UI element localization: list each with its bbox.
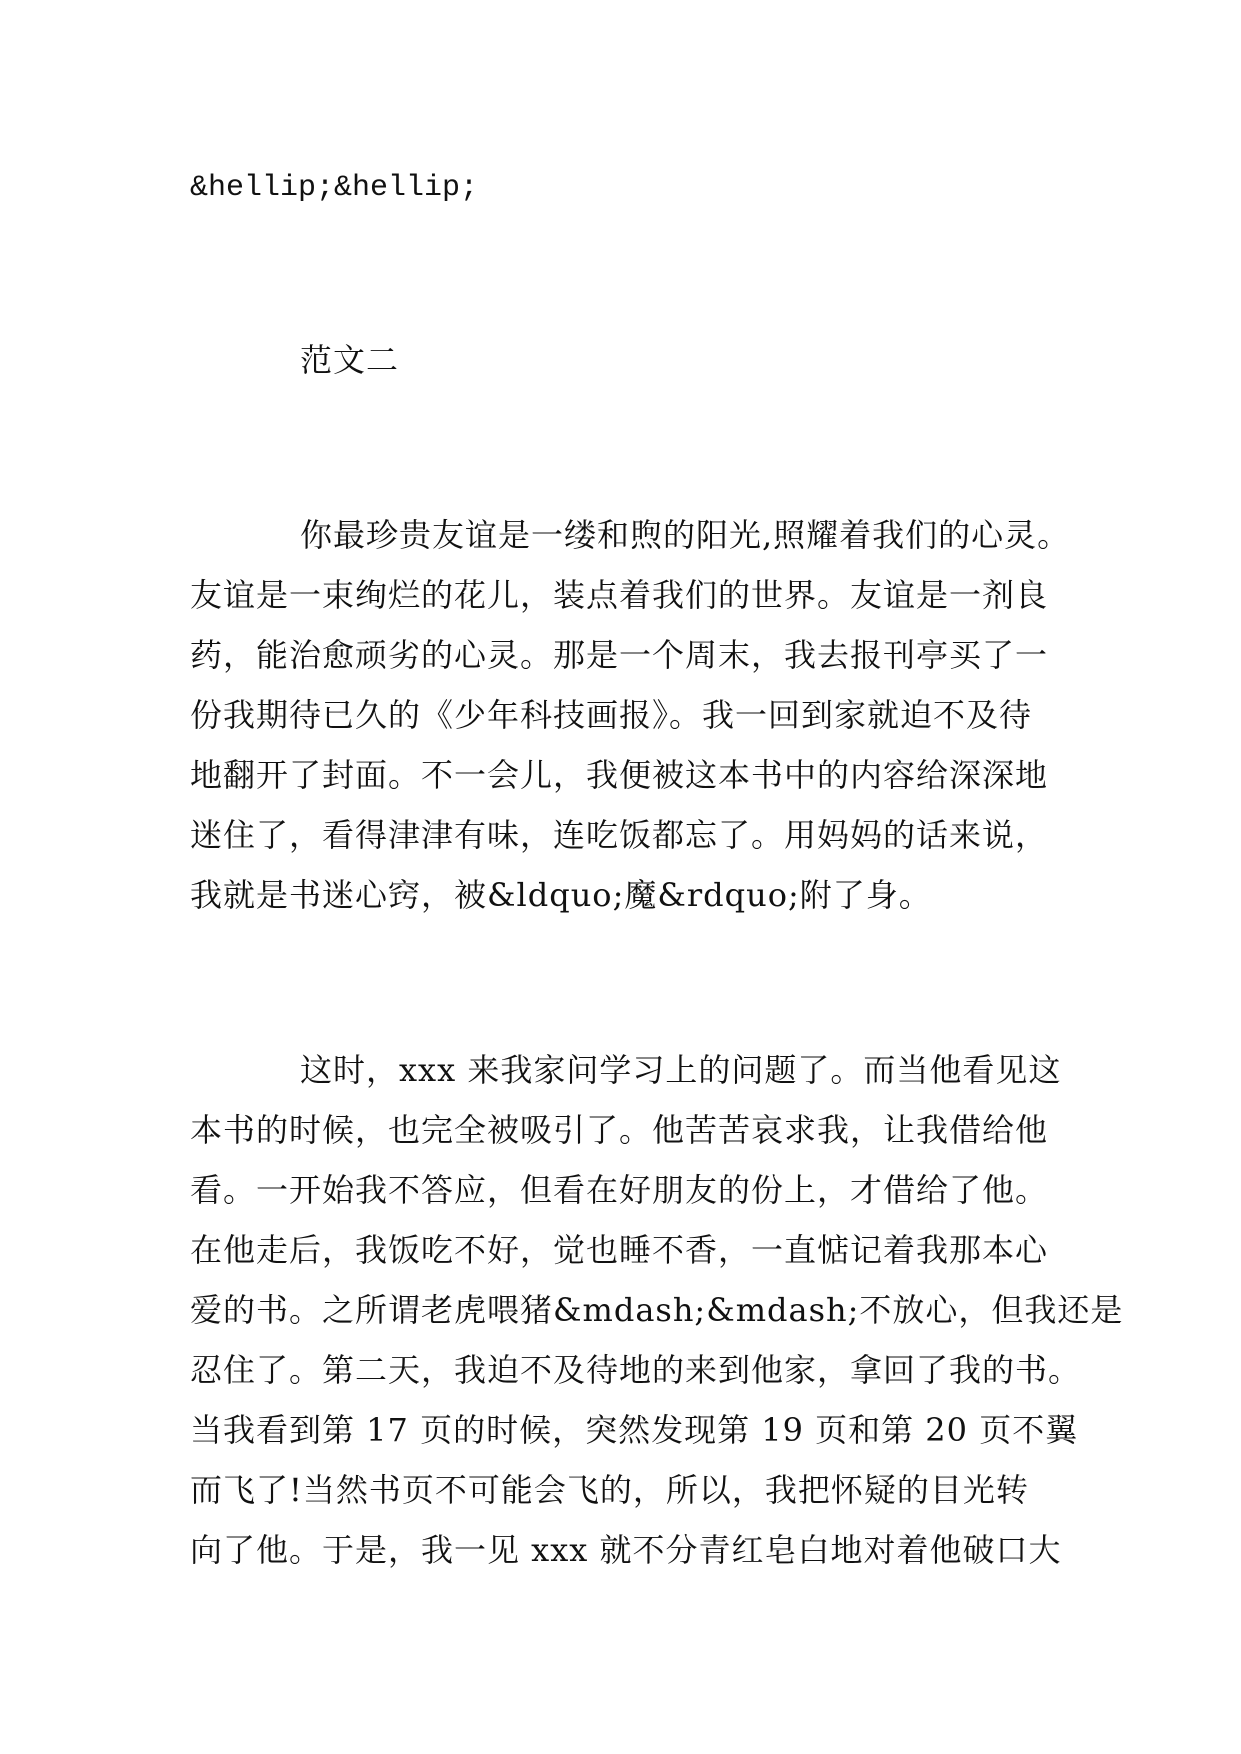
ellipsis-line: &hellip;&hellip; bbox=[190, 171, 479, 205]
paragraph-line: 迷住了，看得津津有味，连吃饭都忘了。用妈妈的话来说， bbox=[190, 816, 1049, 854]
paragraph-line: 当我看到第 17 页的时候，突然发现第 19 页和第 20 页不翼 bbox=[190, 1411, 1079, 1449]
paragraph-line: 我就是书迷心窍，被&ldquo;魔&rdquo;附了身。 bbox=[190, 876, 932, 914]
paragraph-line: 友谊是一束绚烂的花儿，装点着我们的世界。友谊是一剂良 bbox=[190, 576, 1049, 614]
paragraph-line: 本书的时候，也完全被吸引了。他苦苦哀求我，让我借给他 bbox=[190, 1111, 1049, 1149]
section-title: 范文二 bbox=[300, 341, 400, 379]
paragraph-line: 在他走后，我饭吃不好，觉也睡不香，一直惦记着我那本心 bbox=[190, 1231, 1049, 1269]
paragraph-line: 份我期待已久的《少年科技画报》。我一回到家就迫不及待 bbox=[190, 696, 1033, 734]
paragraph-line: 看。一开始我不答应，但看在好朋友的份上，才借给了他。 bbox=[190, 1171, 1049, 1209]
paragraph-line: 你最珍贵友谊是一缕和煦的阳光,照耀着我们的心灵。 bbox=[300, 516, 1071, 554]
paragraph-line: 药，能治愈顽劣的心灵。那是一个周末，我去报刊亭买了一 bbox=[190, 636, 1049, 674]
paragraph-line: 忍住了。第二天，我迫不及待地的来到他家，拿回了我的书。 bbox=[190, 1351, 1082, 1389]
paragraph-line: 地翻开了封面。不一会儿，我便被这本书中的内容给深深地 bbox=[190, 756, 1049, 794]
paragraph-line: 而飞了!当然书页不可能会飞的，所以，我把怀疑的目光转 bbox=[190, 1471, 1029, 1509]
paragraph-line: 这时，xxx 来我家问学习上的问题了。而当他看见这 bbox=[300, 1051, 1062, 1089]
paragraph-line: 爱的书。之所谓老虎喂猪&mdash;&mdash;不放心，但我还是 bbox=[190, 1291, 1124, 1329]
paragraph-line: 向了他。于是，我一见 xxx 就不分青红皂白地对着他破口大 bbox=[190, 1531, 1062, 1569]
